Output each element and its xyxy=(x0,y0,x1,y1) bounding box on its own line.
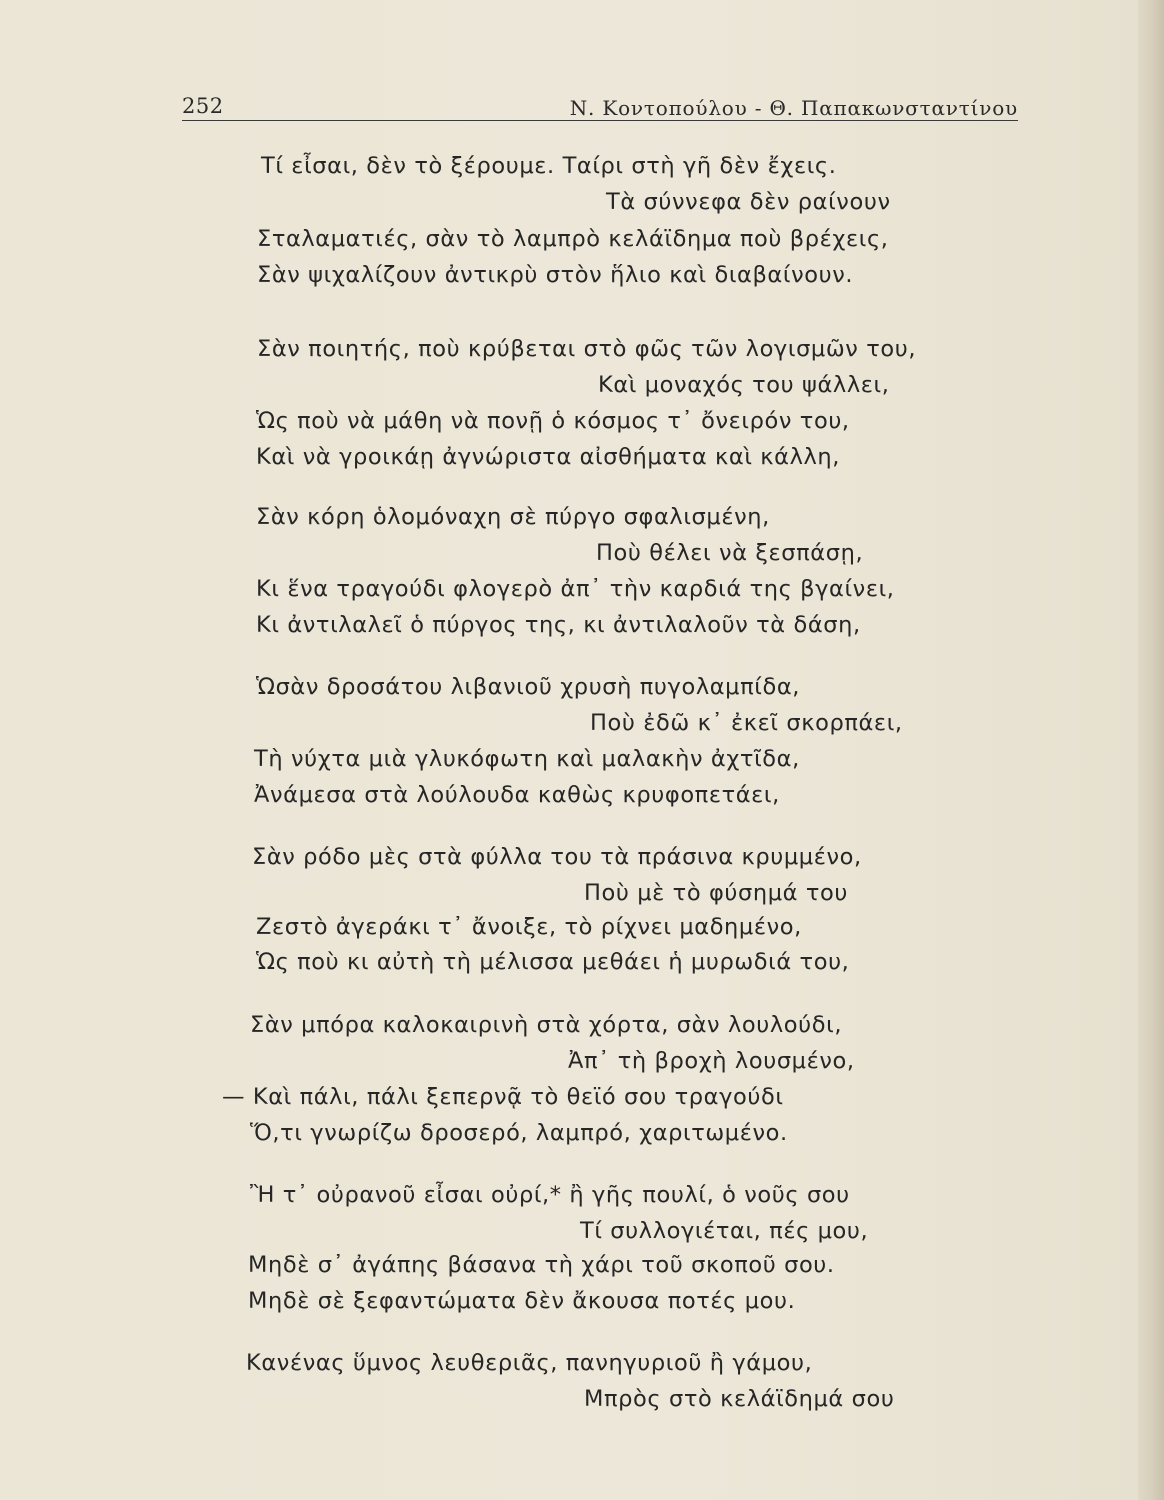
poem-line: Ποὺ ἐδῶ κ᾽ ἐκεῖ σκορπάει, xyxy=(590,710,903,736)
poem-line: Ἢ τ᾽ οὐρανοῦ εἶσαι οὐρί,* ἢ γῆς πουλί, ὁ νοῦς σου xyxy=(250,1182,850,1208)
poem-line: Τὴ νύχτα μιὰ γλυκόφωτη καὶ μαλακὴν ἀχτῖδα, xyxy=(254,746,800,772)
poem-line: Ποὺ θέλει νὰ ξεσπάσῃ, xyxy=(596,540,864,566)
book-spine-edge xyxy=(1138,0,1164,1500)
poem-line: Μηδὲ σὲ ξεφαντώματα δὲν ἄκουσα ποτές μου. xyxy=(248,1288,796,1314)
poem-line: Σὰν κόρη ὁλομόναχη σὲ πύργο σφαλισμένη, xyxy=(256,504,770,530)
poem-line: Ὅ,τι γνωρίζω δροσερό, λαμπρό, χαριτωμένο. xyxy=(250,1120,788,1146)
poem-line: Καὶ νὰ γροικάῃ ἀγνώριστα αἰσθήματα καὶ κάλλη, xyxy=(256,444,841,470)
poem-line: Καὶ μοναχός του ψάλλει, xyxy=(598,372,890,398)
poem-line: Κι ἀντιλαλεῖ ὁ πύργος της, κι ἀντιλαλοῦν τὰ δάση, xyxy=(256,612,861,638)
poem-line: Σὰν ποιητής, ποὺ κρύβεται στὸ φῶς τῶν λογισμῶν του, xyxy=(257,336,917,362)
poem-line: Ὡσὰν δροσάτου λιβανιοῦ χρυσὴ πυγολαμπίδα, xyxy=(256,674,801,700)
page-header xyxy=(182,86,1018,121)
poem-line: Σὰν ψιχαλίζουν ἀντικρὺ στὸν ἥλιο καὶ διαβαίνουν. xyxy=(257,262,854,288)
poem-line: Τὰ σύννεφα δὲν ραίνουν xyxy=(606,189,891,215)
running-head-authors: Ν. Κοντοπούλου - Θ. Παπακωνσταντίνου xyxy=(569,96,1018,120)
poem-line: Ἀπ᾽ τὴ βροχὴ λουσμένο, xyxy=(568,1048,855,1074)
poem-line: Κι ἕνα τραγούδι φλογερὸ ἀπ᾽ τὴν καρδιά της βγαίνει, xyxy=(256,576,895,602)
poem-line: Σὰν ρόδο μὲς στὰ φύλλα του τὰ πράσινα κρυμμένο, xyxy=(252,844,862,870)
page-number: 252 xyxy=(182,94,224,118)
poem-line: Μπρὸς στὸ κελάϊδημά σου xyxy=(584,1386,895,1412)
poem-line: Ὡς ποὺ κι αὐτὴ τὴ μέλισσα μεθάει ἡ μυρωδιά του, xyxy=(256,949,850,975)
poem-line: Ὡς ποὺ νὰ μάθη νὰ πονῇ ὁ κόσμος τ᾽ ὄνειρόν του, xyxy=(256,408,850,434)
poem-line: Τί εἶσαι, δὲν τὸ ξέρουμε. Ταίρι στὴ γῆ δὲν ἔχεις. xyxy=(261,153,837,179)
poem-line: Ζεστὸ ἀγεράκι τ᾽ ἄνοιξε, τὸ ρίχνει μαδημένο, xyxy=(256,914,802,940)
poem-line: Σὰν μπόρα καλοκαιρινὴ στὰ χόρτα, σὰν λουλούδι, xyxy=(250,1012,843,1038)
poem-line: Τί συλλογιέται, πές μου, xyxy=(580,1218,869,1244)
poem-line: Μηδὲ σ᾽ ἀγάπης βάσανα τὴ χάρι τοῦ σκοποῦ σου. xyxy=(248,1252,835,1278)
poem-line: Σταλαματιές, σὰν τὸ λαμπρὸ κελάϊδημα ποὺ βρέχεις, xyxy=(257,226,889,252)
poem-line: Ποὺ μὲ τὸ φύσημά του xyxy=(584,880,848,906)
poem-line: Κανένας ὕμνος λευθεριᾶς, πανηγυριοῦ ἢ γάμου, xyxy=(246,1350,813,1376)
poem-line: Ἀνάμεσα στὰ λούλουδα καθὼς κρυφοπετάει, xyxy=(254,782,780,808)
poem-line: — Καὶ πάλι, πάλι ξεπερνᾷ τὸ θεϊό σου τραγούδι xyxy=(222,1084,784,1110)
